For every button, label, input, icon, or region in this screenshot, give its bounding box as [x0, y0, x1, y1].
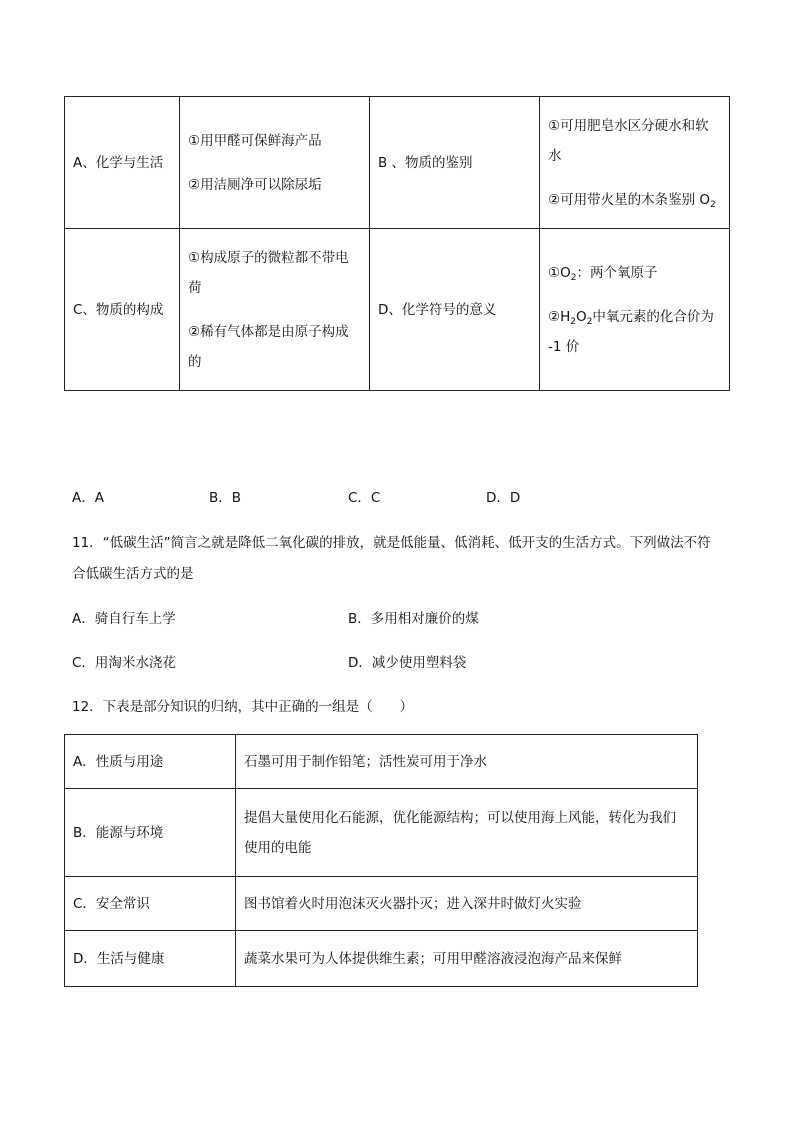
q10-option-d[interactable]: D．D — [486, 490, 521, 506]
q12-row-d-label: D．生活与健康 — [73, 950, 165, 967]
q10-knowledge-table — [64, 96, 730, 391]
q12-row-a-content: 石墨可用于制作铅笔；活性炭可用于净水 — [244, 753, 487, 770]
table-cell — [236, 735, 698, 789]
table-cell[interactable] — [65, 789, 236, 877]
q11-option-a[interactable]: A．骑自行车上学 — [72, 611, 176, 627]
table-cell — [236, 789, 698, 877]
row-a-item-2: ②用洁厕净可以除尿垢 — [188, 176, 322, 193]
row-a-label: A、化学与生活 — [73, 154, 164, 171]
table-cell — [180, 97, 370, 229]
q12-row-b-content-2: 使用的电能 — [244, 839, 312, 856]
q11-stem-line2: 合低碳生活方式的是 — [72, 566, 194, 582]
table-cell — [65, 229, 180, 391]
table-cell — [540, 229, 730, 391]
row-d-item-2: $②H_2O_2$中氧元素的化合价为 -1 价 — [548, 308, 714, 355]
table-cell — [370, 229, 540, 391]
table-cell[interactable] — [65, 931, 236, 987]
q10-option-c[interactable]: C．C — [348, 490, 381, 506]
table-cell[interactable] — [65, 735, 236, 789]
row-d-label: D、化学符号的意义 — [378, 301, 497, 318]
q12-knowledge-table — [64, 734, 698, 987]
table-row — [65, 789, 698, 877]
q12-row-d-content: 蔬菜水果可为人体提供维生素；可用甲醛溶液浸泡海产品来保鲜 — [244, 950, 622, 967]
table-cell[interactable] — [65, 877, 236, 931]
table-cell — [540, 97, 730, 229]
table-cell — [180, 229, 370, 391]
q11-option-b[interactable]: B．多用相对廉价的煤 — [348, 611, 479, 627]
row-b-item-2: ②可用带火星的木条鉴别 $O_2$ — [548, 191, 716, 210]
table-cell — [370, 97, 540, 229]
row-a-item-1: ①用甲醛可保鲜海产品 — [188, 132, 322, 149]
table-cell — [236, 877, 698, 931]
table-row — [65, 931, 698, 987]
q12-row-b-label: B．能源与环境 — [73, 824, 164, 841]
q11-option-c[interactable]: C．用淘米水浇花 — [72, 655, 176, 671]
q12-row-b-content-1: 提倡大量使用化石能源，优化能源结构；可以使用海上风能，转化为我们 — [244, 809, 676, 826]
q11-option-d[interactable]: D．减少使用塑料袋 — [348, 655, 467, 671]
q12-row-a-label: A．性质与用途 — [73, 753, 164, 770]
q12-row-c-label: C．安全常识 — [73, 895, 150, 912]
q10-option-b[interactable]: B．B — [209, 490, 242, 506]
q12-stem: 12．下表是部分知识的归纳，其中正确的一组是（ ） — [72, 699, 414, 715]
q12-row-c-content: 图书馆着火时用泡沫灭火器扑灭；进入深井时做灯火实验 — [244, 895, 582, 912]
row-b-item-1: ①可用肥皂水区分硬水和软水 — [548, 117, 709, 164]
table-row — [65, 97, 730, 229]
row-d-item-1: $①O_2$：两个氧原子 — [548, 264, 658, 283]
table-cell — [65, 97, 180, 229]
row-c-item-1: ①构成原子的微粒都不带电荷 — [188, 249, 349, 296]
table-row — [65, 229, 730, 391]
row-c-item-2: ②稀有气体都是由原子构成的 — [188, 323, 349, 370]
q10-option-a[interactable]: A．A — [72, 490, 104, 506]
table-row — [65, 877, 698, 931]
row-b-label: B 、物质的鉴别 — [378, 154, 473, 171]
row-c-label: C、物质的构成 — [73, 301, 164, 318]
table-cell — [236, 931, 698, 987]
q11-stem-line1: 11．“低碳生活”简言之就是降低二氧化碳的排放，就是低能量、低消耗、低开支的生活方式。下列做法不符 — [72, 535, 711, 551]
table-row — [65, 735, 698, 789]
